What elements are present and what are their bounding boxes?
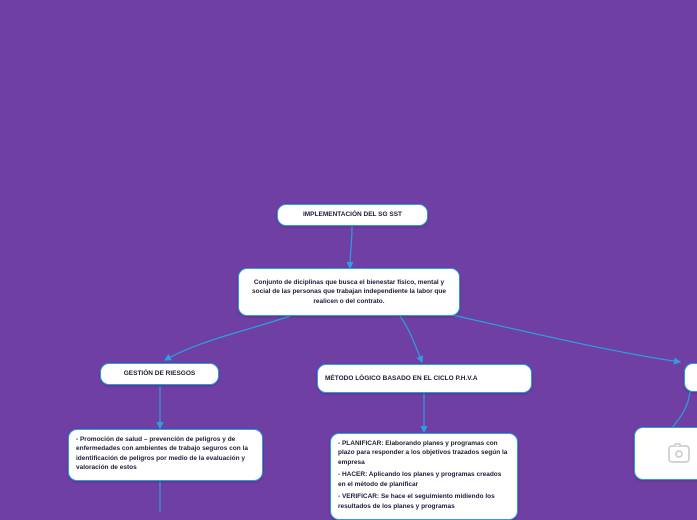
node-risk-detail-line-1: - Promoción de salud – prevención de peligros y de enfermedades con ambientes de trabajo seguros con la identificación de peligros por medio de la evaluación y valoración de estos: [76, 436, 248, 472]
camera-icon: [668, 445, 690, 463]
node-root[interactable]: [277, 204, 428, 226]
node-phva-detail-line-3: - VERIFICAR: Se hace el seguimiento midiendo los resultados de los planes y programas: [338, 493, 495, 510]
node-phva-detail[interactable]: [330, 433, 518, 520]
link-definition-risk: [165, 316, 290, 360]
link-right-camera: [672, 392, 690, 428]
node-definition-label: Conjunto de diciplinas que busca el bienestar físico, mental y social de las personas que trabajan independiente la labor que realicen o del contrato.: [252, 278, 446, 305]
node-phva[interactable]: [317, 364, 532, 393]
link-root-definition: [350, 226, 352, 268]
node-phva-label: MÉTODO LÓGICO BASADO EN EL CICLO P.H.V.A: [325, 374, 478, 382]
camera-panel[interactable]: [634, 427, 697, 480]
node-phva-detail-line-2: - HACER: Aplicando los planes y programas creados en el método de planificar: [338, 471, 502, 488]
node-risk-detail[interactable]: [68, 429, 263, 481]
node-phva-detail-line-1: - PLANIFICAR: Elaborando planes y programas con plazo para responder a los objetivos trazados según la empresa: [338, 440, 508, 466]
node-root-label: IMPLEMENTACIÓN DEL SG SST: [302, 211, 403, 219]
node-right-top[interactable]: [684, 363, 697, 392]
node-risk-management-label: GESTIÓN DE RIESGOS: [123, 370, 196, 378]
node-definition[interactable]: [238, 268, 460, 316]
node-risk-management[interactable]: [100, 363, 219, 385]
link-definition-phva: [400, 316, 422, 362]
link-definition-right: [430, 310, 680, 362]
